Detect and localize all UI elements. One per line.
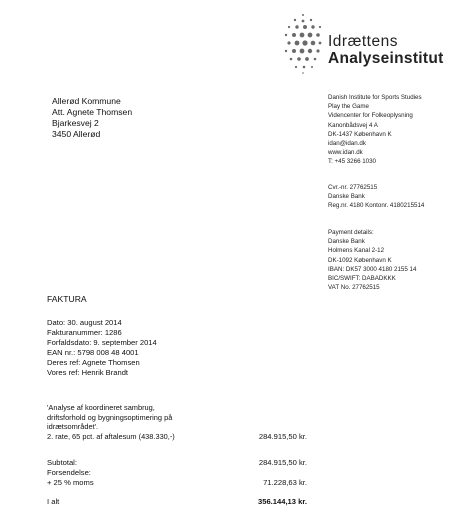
shipping-label: Forsendelse: [47, 468, 91, 477]
sender-line-2: Play the Game [328, 103, 369, 111]
line-item-desc-1: 'Analyse af koordineret sambrug, [47, 403, 155, 412]
sender-phone: T: +45 3266 1030 [328, 158, 376, 166]
total-label: I alt [47, 497, 60, 506]
bank-name: Danske Bank [328, 193, 365, 201]
logo-mark [283, 12, 323, 76]
recipient-street: Bjarkesvej 2 [52, 118, 99, 128]
invoice-title: FAKTURA [47, 294, 87, 304]
payment-bic: BIC/SWIFT: DABADKKK [328, 274, 396, 282]
line-item-desc-4: 2. rate, 65 pct. af aftalesum (438.330,-) [47, 431, 175, 441]
sender-web: www.idan.dk [328, 149, 363, 157]
sender-city: DK-1437 København K [328, 130, 392, 138]
logo-line-2: Analyseinstitut [328, 50, 444, 67]
invoice-their-ref: Deres ref: Agnete Thomsen [47, 358, 140, 367]
payment-iban: IBAN: DK57 3000 4180 2155 14 [328, 265, 417, 273]
recipient-name: Allerød Kommune [52, 96, 121, 106]
recipient-address [52, 96, 132, 140]
invoice-meta [47, 318, 157, 378]
total-amount: 356.144,13 kr. [258, 497, 307, 506]
invoice-ean: EAN nr.: 5798 008 48 4001 [47, 348, 139, 357]
invoice-date: Dato: 30. august 2014 [47, 318, 122, 327]
bank-reg: Reg.nr. 4180 Kontonr. 4180215514 [328, 202, 425, 210]
sender-email: idan@idan.dk [328, 139, 366, 147]
line-item-desc-2: driftsforhold og bygningsoptimering på [47, 412, 173, 422]
invoice-due-date: Forfaldsdato: 9. september 2014 [47, 338, 157, 347]
subtotal-label: Subtotal: [47, 458, 77, 467]
cvr-number: Cvr.-nr. 27762515 [328, 184, 378, 191]
sender-street: Kanonbådsvej 4 A [328, 121, 378, 129]
logo-line-1: Idrættens [328, 33, 398, 50]
logo-wordmark [328, 33, 444, 67]
bank-info [328, 183, 424, 211]
recipient-att: Att. Agnete Thomsen [52, 107, 133, 117]
line-item-amount: 284.915,50 kr. [258, 432, 307, 441]
invoice-number: Fakturanummer: 1286 [47, 328, 122, 337]
vat-amount: 71.228,63 kr. [263, 478, 307, 487]
payment-vat: VAT No. 27762515 [328, 284, 380, 292]
sender-name: Danish Institute for Sports Studies [328, 94, 422, 101]
sender-line-3: Videncenter for Folkeoplysning [328, 112, 413, 120]
line-item-description [47, 403, 175, 441]
payment-street: Holmens Kanal 2-12 [328, 247, 385, 255]
payment-heading: Payment details: [328, 229, 374, 236]
subtotal-amount: 284.915,50 kr. [258, 458, 307, 467]
payment-details [328, 228, 416, 292]
sender-info [328, 93, 422, 167]
invoice-our-ref: Vores ref: Henrik Brandt [47, 368, 129, 377]
payment-bank-name: Danske Bank [328, 238, 365, 246]
recipient-city: 3450 Allerød [52, 129, 101, 139]
vat-label: + 25 % moms [47, 478, 94, 487]
line-item-desc-3: idrætsområdet'. [47, 422, 99, 432]
payment-city: DK-1092 København K [328, 256, 392, 264]
